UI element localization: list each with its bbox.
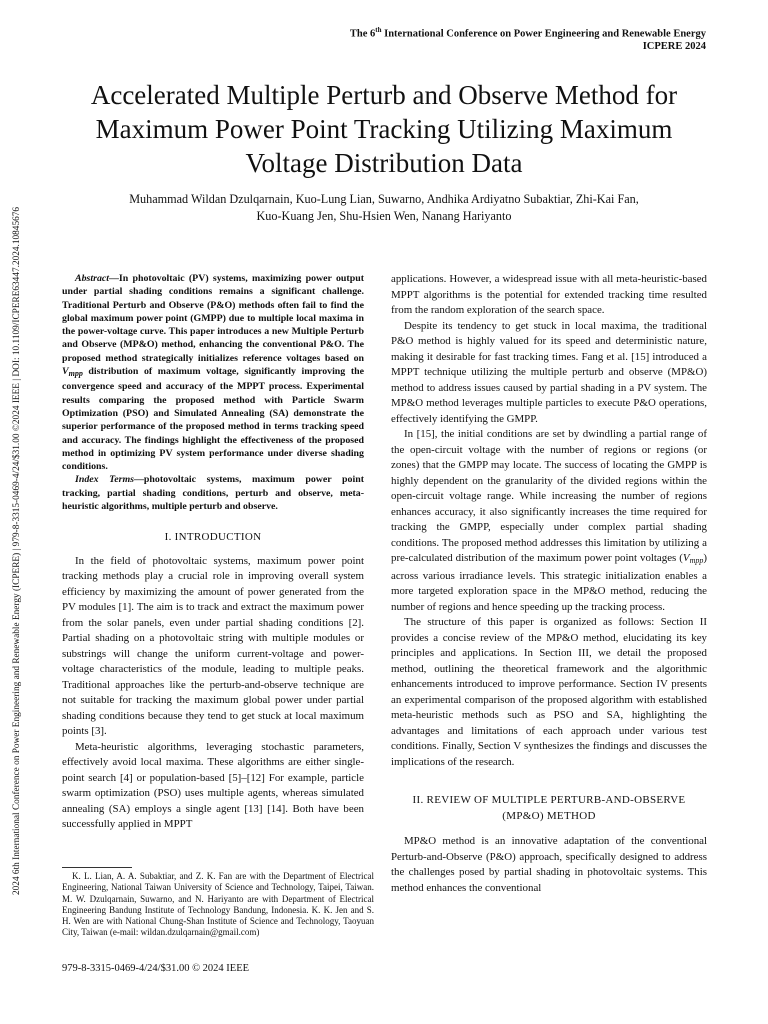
review-paragraph-1: MP&O method is an innovative adaptation of the conventional Perturb-and-Observe (P&O) approach, specifically designed to address the challenges posed by partial shading in photovoltaic systems. This method enhances the conventional (391, 835, 707, 894)
right-paragraph-1: Despite its tendency to get stuck in local maxima, the traditional P&O method is highly valued for its speed and deterministic nature, making it desirable for fast tracking times. Fang et al. [15] introduced a MPPT technique utilizing the multiple perturb and observe (MP&O) method to address issues caused by partial shading in a PV system. The MP&O method leverages multiple particles to execute P&O operations, effectively identifying the GMPP. (391, 319, 707, 425)
conference-line: The 6th International Conference on Power Engineering and Renewable Energy (349, 26, 706, 40)
author-line-1: Muhammad Wildan Dzulqarnain, Kuo-Lung Lian, Suwarno, Andhika Ardiyatno Subaktiar, Zhi-Kai Fan, (129, 192, 639, 206)
intro-paragraph-1: In the field of photovoltaic systems, maximum power point tracking methods play a crucial role in improving overall system efficiency by maximizing the amount of power generated from the PV modules [1]. The aim is to track and extract the maximum power from the solar panels, even under partial shading conditions [2]. Partial shading on a photovoltaic string with multiple modules or substrings will change the uniform current-voltage and power-voltage characteristics of the module, leading to multiple peaks. Traditional approaches like the perturb-and-observe technique are not suitable for tracking the maximum global power under partial shading conditions because they tend to get stuck at local maximum points [3]. (62, 554, 364, 738)
section-heading-review: II. REVIEW OF MULTIPLE PERTURB-AND-OBSERVE (MP&O) METHOD (412, 794, 686, 822)
conference-acronym: ICPERE 2024 (642, 40, 706, 52)
author-list (60, 191, 708, 224)
abstract: Abstract—In photovoltaic (PV) systems, maximizing power output under partial shading conditions remains a significant challenge. Traditional Perturb and Observe (P&O) methods often fail to find the global maximum power point (GMPP) due to multiple local maxima in the power-voltage curve. This paper introduces a new Multiple Perturb and Observe (MP&O) method, enhancing the conventional P&O. The proposed method strategically initializes reference voltages based on $V_{mpp}$ distribution of maximum voltage, significantly improving the convergence speed and accuracy of the MPPT process. Experimental results comparing the proposed method with Particle Swarm Optimization (PSO) and Simulated Annealing (SA) demonstrate the superior performance of the proposed method in terms tracking speed and accuracy. The findings highlight the effectiveness of the proposed method in optimizing PV system performance under diverse shading conditions. (62, 273, 364, 473)
section-heading-introduction: I. INTRODUCTION (164, 531, 262, 544)
right-paragraph-continued: applications. However, a widespread issue with all meta-heuristic-based MPPT algorithms is the potential for extended tracking time resulted from the random exploration of the search space. (391, 273, 707, 316)
left-column (62, 272, 364, 833)
conference-header (350, 24, 706, 53)
arxiv-sidebar (10, 130, 30, 900)
author-line-2: Kuo-Kuang Jen, Shu-Hsien Wen, Nanang Hariyanto (256, 208, 512, 223)
right-paragraph-2: In [15], the initial conditions are set by dwindling a partial range of the open-circuit voltage with the number of regions or regions (or zones) that the GMPP may locate. The success of locating the GMPP is highly dependent on the granularity of the divided regions within the open-circuit voltage range. While increasing the number of regions enhances accuracy, it also significantly increases the time required for tracking the GMPP, especially under complex partial shading conditions. The proposed method addresses this limitation by utilizing a pre-calculated distribution of the maximum power point voltages $(V_{mpp})$ across various irradiance levels. This strategic initialization enables a more targeted exploration space in the MP&O method, reducing the number of regions and hence speeding up the tracking process. (391, 428, 707, 613)
sidebar-doi-text: 2024 6th International Conference on Power Engineering and Renewable Energy (ICPERE) | 979-8-3315-0469-4/24/$31.00 ©2024 IEEE | DOI: 10.1109/ICPERE63447.2024.10845676 (12, 206, 22, 895)
index-terms: Index Terms—photovoltaic systems, maximum power point tracking, partial shading conditions, perturb and observe, meta-heuristic algorithms, multiple perturb and observe. (62, 474, 364, 513)
footnote-divider (62, 867, 132, 868)
intro-paragraph-2: Meta-heuristic algorithms, leveraging stochastic parameters, effectively avoid local maxima. These algorithms are either single-point search [4] or population-based [5]–[12] For example, particle swarm optimization (PSO) uses multiple agents, whereas simulated annealing (SA) employs a single agent [13] [14]. Both have been successfully applied in MPPT (62, 740, 364, 831)
paper-title: Accelerated Multiple Perturb and Observe Method for Maximum Power Point Tracking Utilizing Maximum Voltage Distribution Data (90, 80, 678, 178)
copyright-line: 979-8-3315-0469-4/24/$31.00 © 2024 IEEE (62, 963, 250, 974)
right-column (391, 272, 707, 896)
author-affiliation-footnote: K. L. Lian, A. A. Subaktiar, and Z. K. Fan are with the Department of Electrical Engineering, National Taiwan University of Science and Technology, Taipei, Taiwan. M. W. Dzulqarnain, Suwarno, and N. Hariyanto are with Department of Electrical Engineering Bandung Institute of Technology Bandung, Indonesia. K. K. Jen and S. H. Wen are with National Chung-Shan Institute of Science and Technology, Taoyuan City, Taiwan (e-mail: wildan.dzulqarnain@gmail.com) (62, 871, 374, 938)
right-paragraph-3: The structure of this paper is organized as follows: Section II provides a concise review of the MP&O method, elucidating its key principles and applications. In Section III, we detail the proposed method, outlining the theoretical framework and the algorithmic enhancements introduced to improve performance. Section IV presents an experimental comparison of the proposed algorithm with established meta-heuristic methods such as PSO and SA, highlighting the advantages and limitations of each approach under various test conditions. Finally, Section V synthesizes the findings and discusses the implications of the research. (391, 616, 707, 768)
